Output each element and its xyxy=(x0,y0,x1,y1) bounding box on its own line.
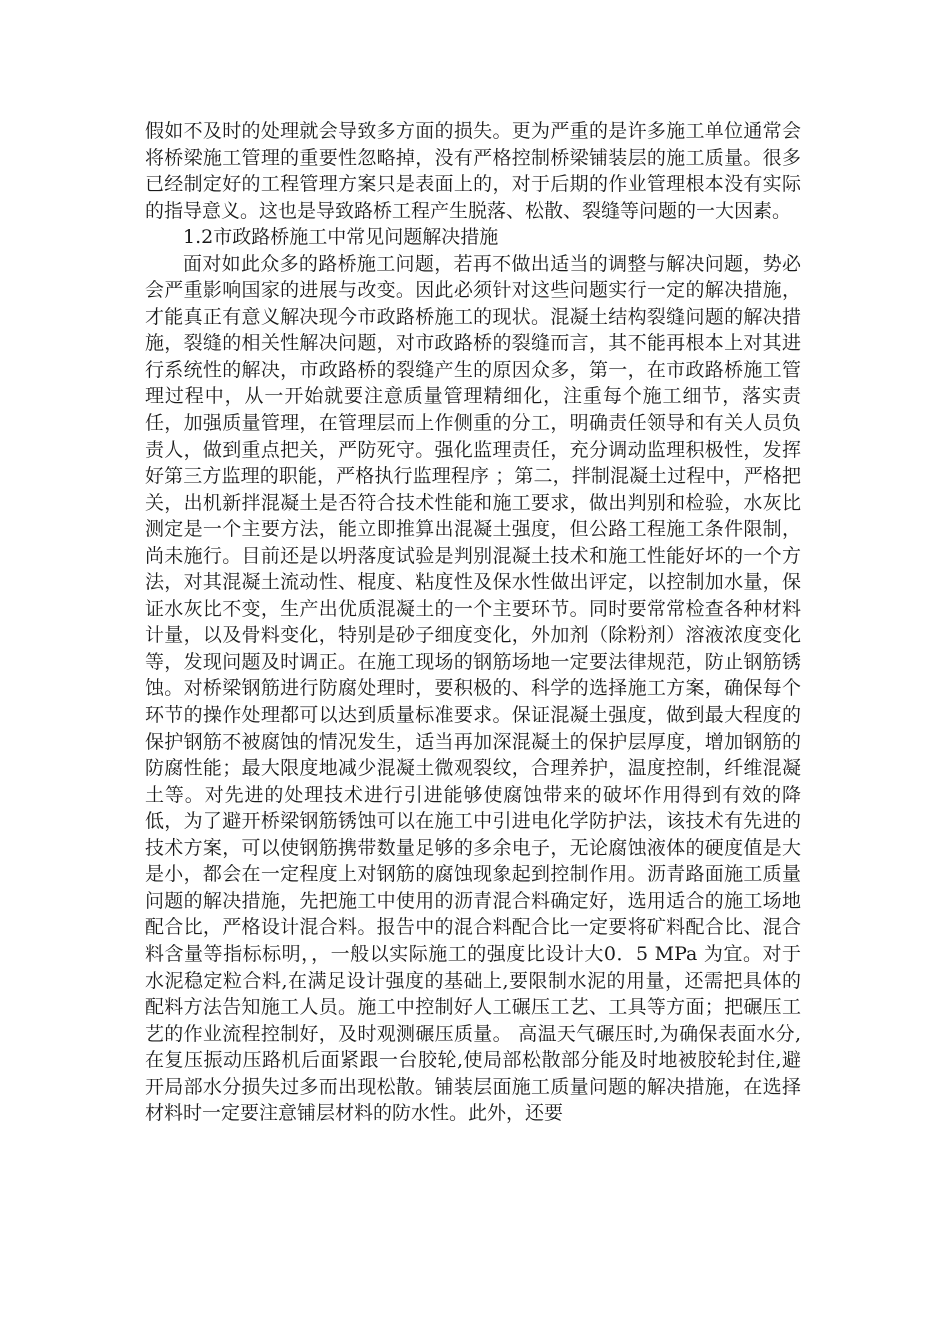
section-heading: 1.2市政路桥施工中常见问题解决措施 xyxy=(183,226,499,249)
paragraph-solutions: 面对如此众多的路桥施工问题，若再不做出适当的调整与解决问题，势必会严重影响国家的进展与改变。因此必须针对这些问题实行一定的解决措施，才能真正有意义解决现今市政路桥施工的现状。混凝土结构裂缝问题的解决措施，裂缝的相关性解决问题，对市政路桥的裂缝而言，其不能再根本上对其进行系统性的解决，市政路桥的裂缝产生的原因众多，第一，在市政路桥施工管理过程中，从一开始就要注意质量管理精细化，注重每个施工细节，落实责任，加强质量管理，在管理层而上作侧重的分工，明确责任领导和有关人员负责人，做到重点把关，严防死守。强化监理责任，充分调动监理积极性，发挥好第三方监理的职能，严格执行监理程序 ；第二，拌制混凝土过程中，严格把关，出机新拌混凝土是否符合技术性能和施工要求，做出判别和检验，水灰比测定是一个主要方法，能立即推算出混凝土强度，但公路工程施工条件限制，尚未施行。目前还是以坍落度试验是判别混凝土技术和施工性能好坏的一个方法，对其混凝土流动性、棍度、粘度性及保水性做出评定，以控制加水量，保证水灰比不变，生产出优质混凝土的一个主要环节。同时要常常检查各种材料计量，以及骨料变化，特别是砂子细度变化，外加剂（除粉剂）溶液浓度变化等，发现问题及时调正。在施工现场的钢筋场地一定要法律规范，防止钢筋锈蚀。对桥梁钢筋进行防腐处理时，要积极的、科学的选择施工方案，确保每个环节的操作处理都可以达到质量标准要求。保证混凝土强度，做到最大程度的保护钢筋不被腐蚀的情况发生，适当再加深混凝土的保护层厚度，增加钢筋的防腐性能；最大限度地减少混凝土微观裂纹，合理养护，温度控制，纤维混凝土等。对先进的处理技术进行引进能够使腐蚀带来的破坏作用得到有效的降低，为了避开桥梁钢筋锈蚀可以在施工中引进电化学防护法，该技术有先进的技术方案，可以使钢筋携带数量足够的多余电子，无论腐蚀液体的硬度值是大是小，都会在一定程度上对钢筋的腐蚀现象起到控制作用。沥青路面施工质量问题的解决措施，先把施工中使用的沥青混合料确定好，选用适合的施工场地配合比，严格设计混合料。报告中的混合料配合比一定要将矿料配合比、混合料含量等指标标明，，一般以实际施工的强度比设计大0．5 MPa 为宜。对于水泥稳定粒合料,在满足设计强度的基础上,要限制水泥的用量，还需把具体的配料方法告知施工人员。施工中控制好人工碾压工艺、工具等方面；把碾压工艺的作业流程控制好，及时观测碾压质量。 高温天气碾压时,为确保表面水分,在复压振动压路机后面紧跟一台胶轮,使局部松散部分能及时地被胶轮封住,避开局部水分损失过多而出现松散。铺装层面施工质量问题的解决措施，在选择材料时一定要注意铺层材料的防水性。此外，还要 xyxy=(145,252,801,1125)
paragraph-continuation: 假如不及时的处理就会导致多方面的损失。更为严重的是许多施工单位通常会将桥梁施工管理的重要性忽略掉，没有严格控制桥梁铺装层的施工质量。很多已经制定好的工程管理方案只是表面上的，对于后期的作业管理根本没有实际的指导意义。这也是导致路桥工程产生脱落、松散、裂缝等问题的一大因素。 xyxy=(145,120,801,222)
document-body xyxy=(145,118,801,1127)
